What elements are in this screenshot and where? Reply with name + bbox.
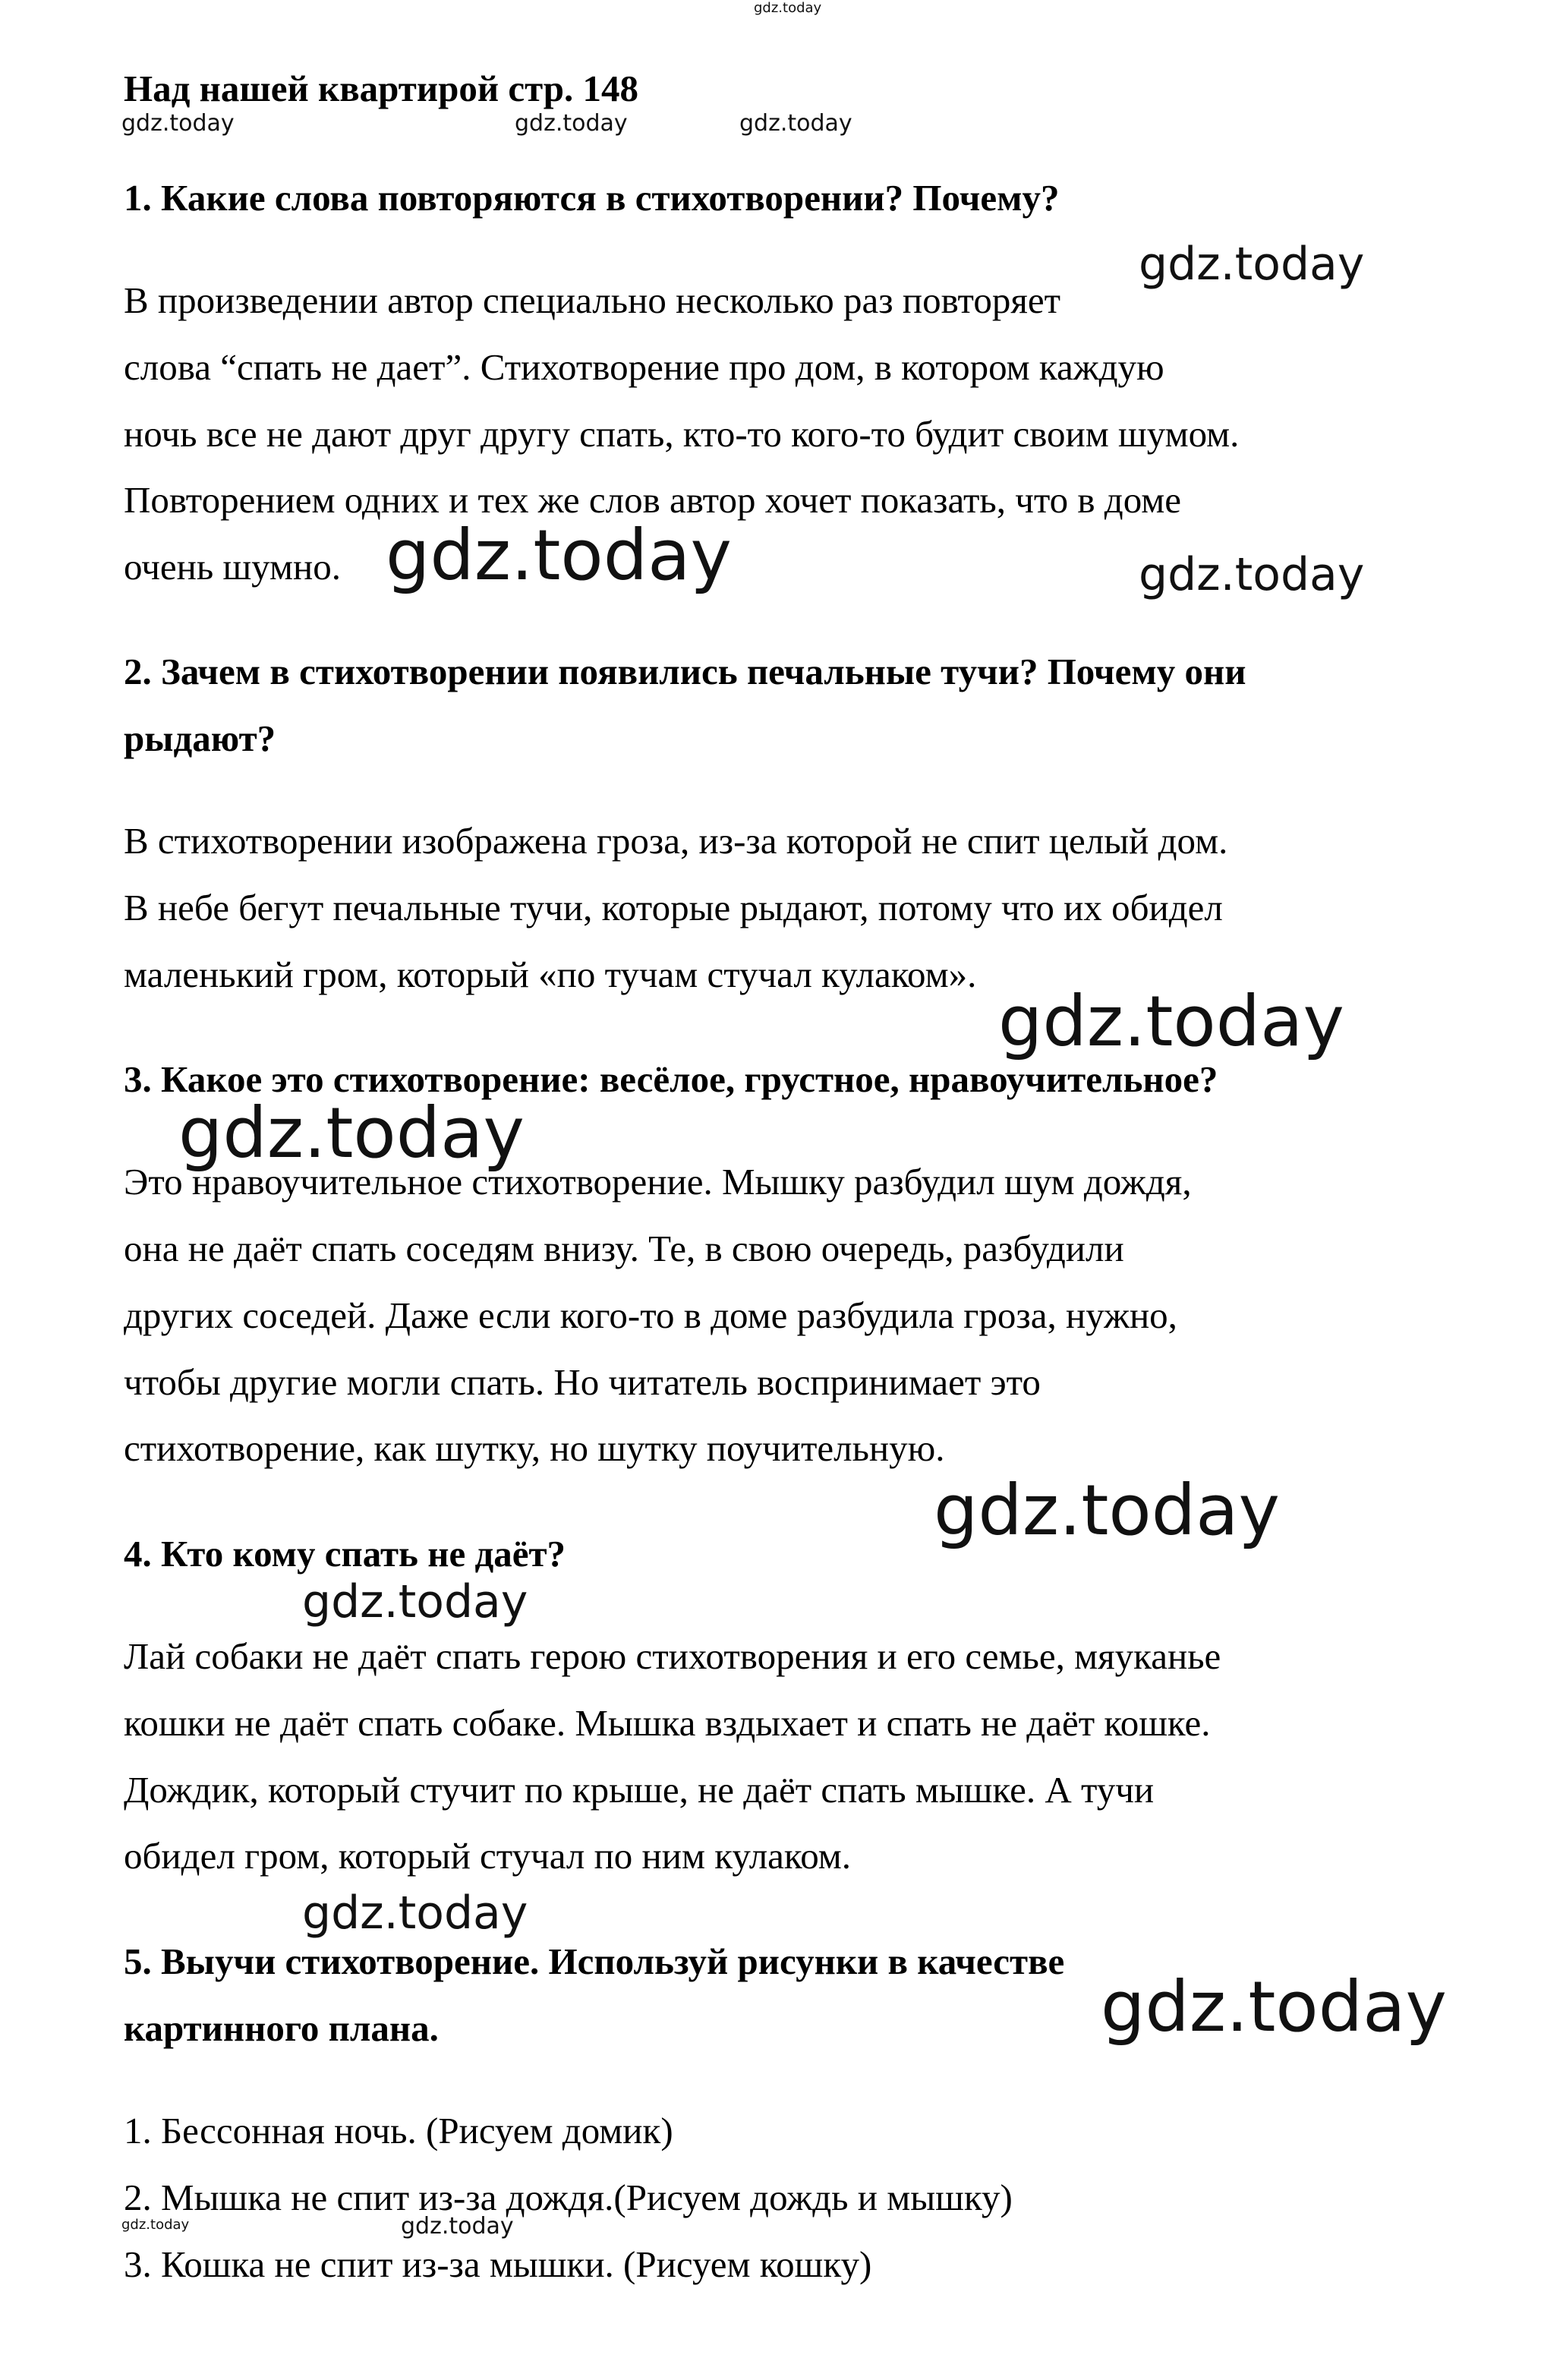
watermark: gdz.today [178,1092,525,1174]
question-2-line-2: рыдают? [124,717,276,759]
answer-1-line-4: Повторением одних и тех же слов автор хочет показать, что в доме [124,479,1182,521]
answer-4-line-2: кошки не даёт спать собаке. Мышка вздыхает и спать не даёт кошке. [124,1702,1211,1744]
answer-4-line-4: обидел гром, который стучал по ним кулаком. [124,1835,852,1877]
watermark: gdz.today [934,1470,1280,1551]
question-5-line-1: 5. Выучи стихотворение. Используй рисунки в качестве [124,1940,1065,1982]
answer-4-line-3: Дождик, который стучит по крыше, не даёт спать мышке. А тучи [124,1769,1155,1811]
answer-5-line-2: 2. Мышка не спит из-за дождя.(Рисуем дождь и мышку) [124,2177,1013,2218]
answer-3-line-1: Это нравоучительное стихотворение. Мышку разбудил шум дождя, [124,1161,1192,1203]
watermark: gdz.today [1139,548,1365,601]
watermark: gdz.today [302,1575,528,1628]
question-1-line-1: 1. Какие слова повторяются в стихотворении? Почему? [124,177,1060,219]
answer-3-line-3: других соседей. Даже если кого-то в доме разбудила гроза, нужно, [124,1294,1177,1336]
answer-3-line-5: стихотворение, как шутку, но шутку поучительную. [124,1427,945,1469]
watermark: gdz.today [386,515,732,596]
answer-1-line-3: ночь все не дают друг другу спать, кто-то кого-то будит своим шумом. [124,413,1240,455]
answer-1-line-5: очень шумно. [124,546,342,588]
watermark: gdz.today [401,2213,514,2240]
answer-2-line-3: маленький гром, который «по тучам стучал кулаком». [124,954,977,995]
watermark: gdz.today [302,1887,528,1940]
answer-3-line-4: чтобы другие могли спать. Но читатель воспринимает это [124,1361,1041,1403]
answer-2-line-1: В стихотворении изображена гроза, из-за которой не спит целый дом. [124,820,1228,862]
watermark: gdz.today [121,2217,190,2233]
page-title: Над нашей квартирой стр. 148 [124,68,638,109]
answer-2-line-2: В небе бегут печальные тучи, которые рыдают, потому что их обидел [124,887,1223,928]
question-2-line-1: 2. Зачем в стихотворении появились печальные тучи? Почему они [124,651,1246,692]
answer-3-line-2: она не даёт спать соседям внизу. Те, в свою очередь, разбудили [124,1228,1124,1269]
answer-1-line-1: В произведении автор специально несколько раз повторяет [124,279,1061,321]
question-4-line-1: 4. Кто кому спать не даёт? [124,1533,566,1575]
answer-5-line-3: 3. Кошка не спит из-за мышки. (Рисуем кошку) [124,2243,872,2285]
answer-1-line-2: слова “спать не дает”. Стихотворение про дом, в котором каждую [124,346,1164,388]
watermark: gdz.today [1101,1966,1447,2047]
question-5-line-2: картинного плана. [124,2007,439,2049]
question-3-line-1: 3. Какое это стихотворение: весёлое, грустное, нравоучительное? [124,1058,1218,1100]
answer-5-line-1: 1. Бессонная ночь. (Рисуем домик) [124,2110,673,2151]
watermark: gdz.today [739,110,852,137]
watermark: gdz.today [754,0,822,16]
watermark: gdz.today [121,110,235,137]
watermark: gdz.today [998,981,1344,1062]
watermark: gdz.today [515,110,628,137]
answer-4-line-1: Лай собаки не даёт спать герою стихотворения и его семье, мяуканье [124,1635,1221,1677]
watermark: gdz.today [1139,238,1365,291]
